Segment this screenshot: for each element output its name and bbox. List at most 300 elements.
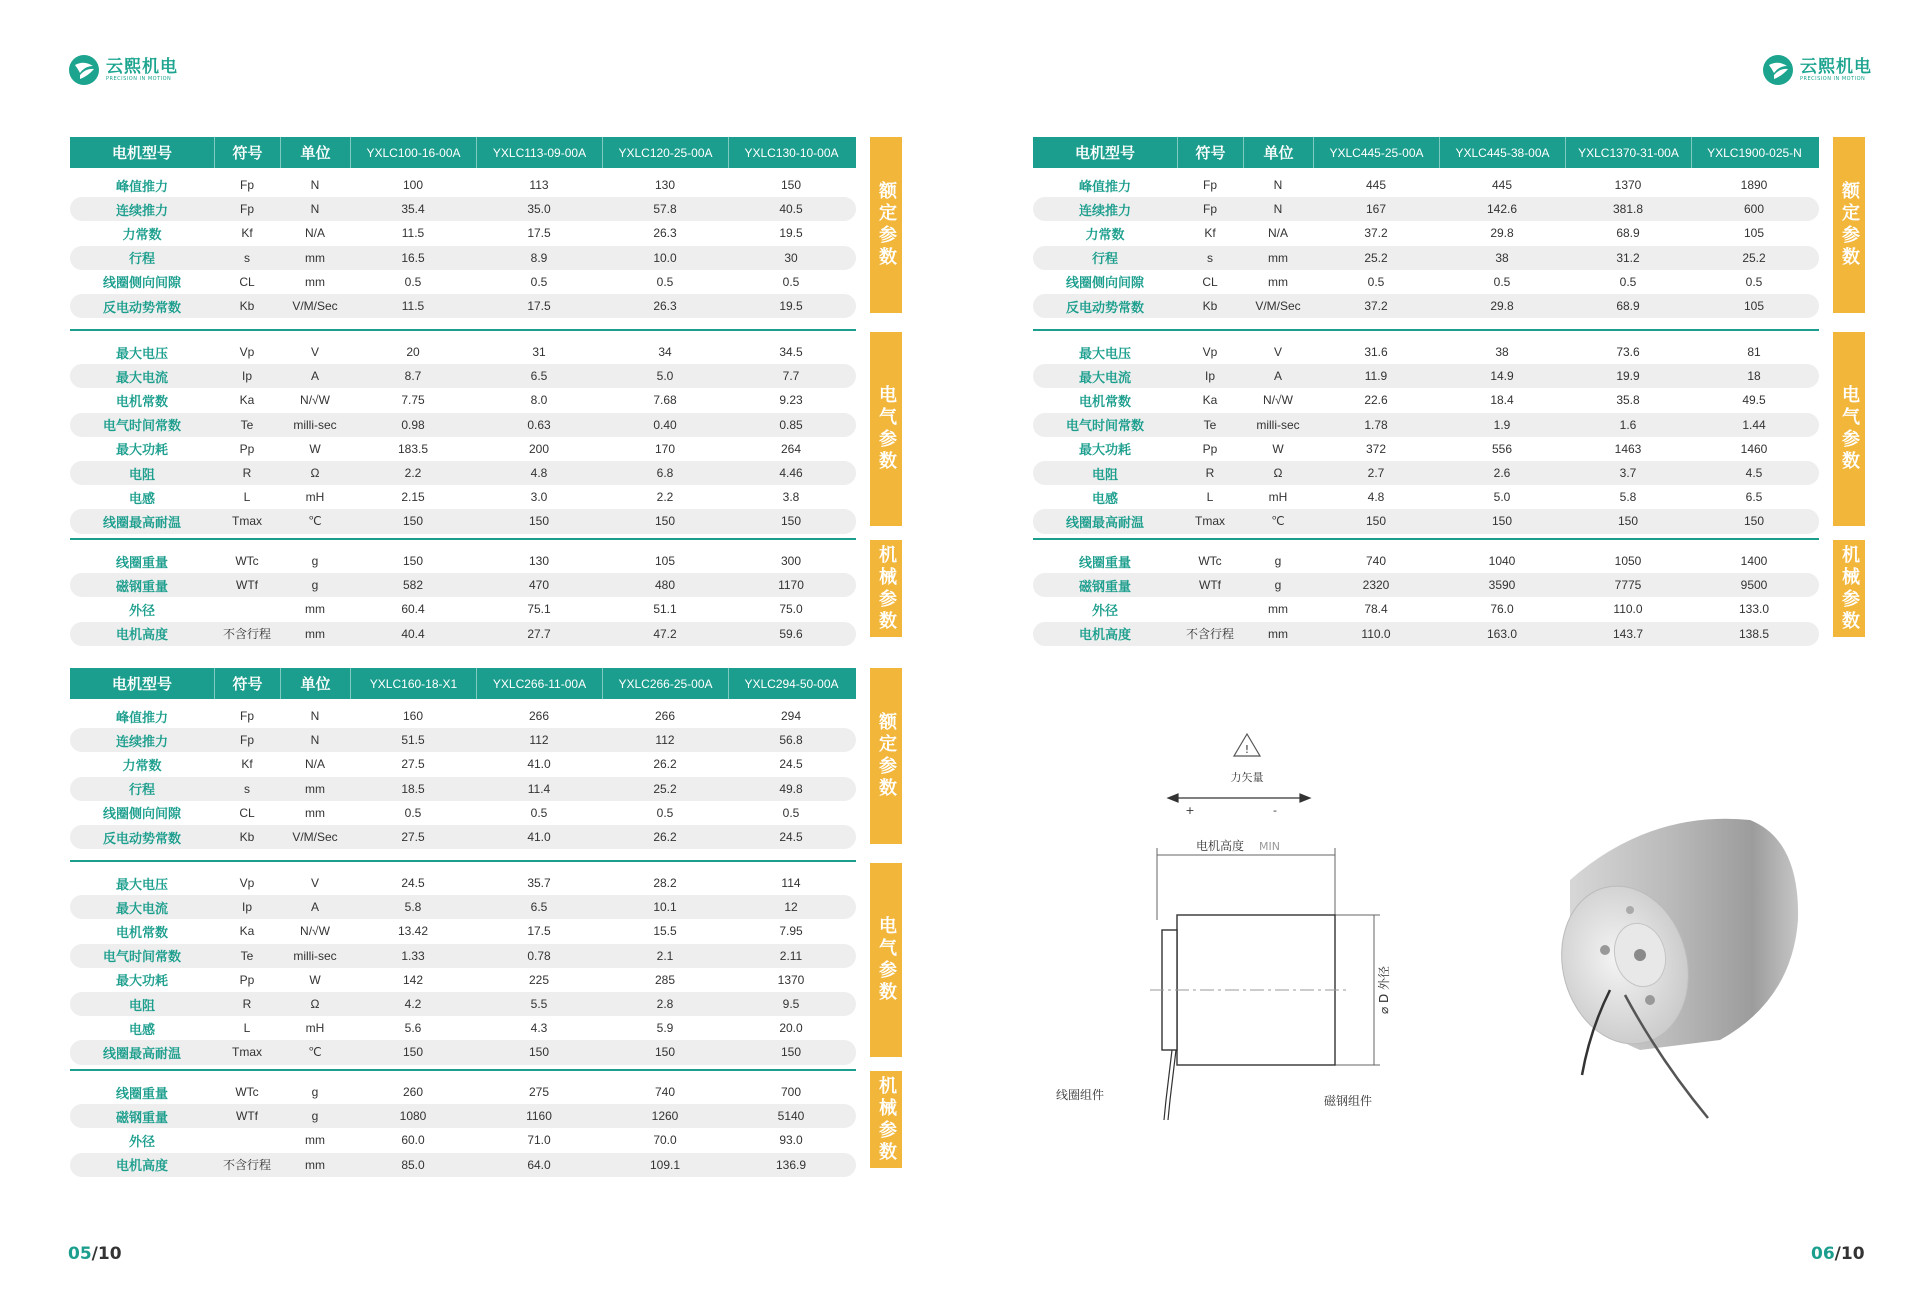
param-value: 3.0 bbox=[530, 490, 548, 505]
param-value: 0.78 bbox=[527, 948, 551, 963]
param-name: 电机常数 bbox=[115, 394, 168, 410]
param-value: 10.0 bbox=[653, 250, 677, 265]
param-value: 0.5 bbox=[1493, 274, 1511, 289]
param-symbol: Vp bbox=[239, 345, 255, 360]
param-name: 最大电压 bbox=[115, 346, 168, 362]
param-value: 150 bbox=[1491, 514, 1513, 529]
param-value: 41.0 bbox=[527, 830, 551, 845]
param-value: 11.5 bbox=[401, 299, 425, 314]
param-value: 71.0 bbox=[527, 1133, 551, 1148]
param-value: 56.8 bbox=[779, 733, 803, 748]
param-symbol: Ka bbox=[239, 393, 255, 408]
table-row bbox=[70, 437, 856, 461]
param-unit: mm bbox=[305, 250, 325, 265]
table-row bbox=[70, 1128, 856, 1152]
param-value: 93.0 bbox=[779, 1133, 803, 1148]
param-value: 150 bbox=[1617, 514, 1639, 529]
table-row bbox=[70, 992, 856, 1016]
table-row bbox=[70, 364, 856, 388]
param-name: 最大电压 bbox=[115, 877, 168, 893]
param-value: 40.4 bbox=[401, 626, 425, 641]
arrow-left-icon bbox=[1168, 794, 1178, 802]
table-row bbox=[70, 944, 856, 968]
param-value: 294 bbox=[780, 709, 802, 724]
param-symbol: L bbox=[243, 1021, 251, 1036]
height-label: 电机高度 bbox=[1196, 839, 1245, 853]
param-value: 1370 bbox=[777, 972, 805, 987]
param-value: 9500 bbox=[1740, 578, 1768, 593]
table-row bbox=[70, 871, 856, 895]
param-value: 1463 bbox=[1614, 441, 1642, 456]
param-value: 37.2 bbox=[1364, 226, 1388, 241]
param-symbol: Fp bbox=[239, 202, 254, 217]
table-row bbox=[1033, 461, 1819, 485]
table-row bbox=[1033, 173, 1819, 197]
section-tab-mechanical bbox=[870, 540, 902, 637]
param-unit: N/A bbox=[1267, 226, 1288, 241]
param-value: 1260 bbox=[651, 1109, 679, 1124]
param-unit: mm bbox=[305, 1133, 325, 1148]
header-model-name: YXLC1900-025-N bbox=[1691, 137, 1817, 168]
param-name: 电机常数 bbox=[1078, 394, 1131, 410]
param-unit: W bbox=[1272, 441, 1284, 456]
table-row bbox=[1033, 364, 1819, 388]
param-value: 68.9 bbox=[1616, 299, 1640, 314]
group-divider bbox=[70, 538, 856, 540]
param-symbol: Te bbox=[240, 417, 254, 432]
param-value: 49.8 bbox=[779, 781, 803, 796]
param-group bbox=[70, 340, 856, 534]
table-row bbox=[70, 485, 856, 509]
param-value: 38 bbox=[1495, 345, 1509, 360]
table-row bbox=[70, 1016, 856, 1040]
param-value: 138.5 bbox=[1738, 626, 1770, 641]
param-name: 行程 bbox=[1091, 252, 1118, 268]
height-min-label: MIN bbox=[1259, 840, 1280, 853]
param-symbol: R bbox=[242, 997, 252, 1012]
param-name: 峰值推力 bbox=[115, 179, 168, 195]
param-symbol: WTf bbox=[1199, 578, 1221, 593]
param-value: 110.0 bbox=[1613, 602, 1643, 617]
table-header bbox=[70, 668, 856, 699]
table-row bbox=[1033, 340, 1819, 364]
param-value: 105 bbox=[1743, 299, 1765, 314]
param-value: 19.5 bbox=[779, 299, 803, 314]
param-value: 445 bbox=[1491, 178, 1513, 193]
param-value: 150 bbox=[1743, 514, 1765, 529]
group-divider bbox=[1033, 538, 1819, 540]
table-row bbox=[1033, 509, 1819, 533]
param-name: 磁钢重量 bbox=[1078, 579, 1131, 595]
param-value: 10.1 bbox=[653, 900, 677, 915]
header-model-name: YXLC1370-31-00A bbox=[1565, 137, 1691, 168]
param-value: 5.8 bbox=[404, 900, 422, 915]
header-model-name: YXLC100-16-00A bbox=[350, 137, 476, 168]
param-value: 0.5 bbox=[404, 805, 422, 820]
param-value: 60.4 bbox=[401, 602, 425, 617]
header-model-name: YXLC266-25-00A bbox=[602, 668, 728, 699]
param-value: 740 bbox=[654, 1085, 676, 1100]
param-name: 电阻 bbox=[128, 998, 155, 1014]
param-name: 电气时间常数 bbox=[102, 950, 181, 966]
param-value: 75.1 bbox=[527, 602, 551, 617]
param-symbol: s bbox=[244, 250, 250, 265]
param-value: 1460 bbox=[1740, 441, 1768, 456]
param-name: 最大电压 bbox=[1078, 346, 1131, 362]
brand-name: 云熙机电 bbox=[1800, 56, 1872, 77]
param-symbol: Kb bbox=[239, 830, 255, 845]
param-symbol: L bbox=[1206, 490, 1214, 505]
brand-tagline: PRECISION IN MOTION bbox=[1800, 75, 1866, 82]
param-value: 6.8 bbox=[656, 466, 674, 481]
param-value: 2.15 bbox=[401, 490, 425, 505]
table-row bbox=[70, 340, 856, 364]
param-value: 740 bbox=[1365, 554, 1387, 569]
force-minus: - bbox=[1273, 804, 1277, 817]
param-name: 力常数 bbox=[1085, 227, 1125, 243]
param-symbol: 不含行程 bbox=[1185, 627, 1234, 642]
param-value: 150 bbox=[780, 178, 802, 193]
param-symbol: Ip bbox=[241, 900, 252, 915]
param-value: 34 bbox=[658, 345, 672, 360]
param-value: 700 bbox=[780, 1085, 802, 1100]
spec-table-1 bbox=[70, 137, 910, 644]
table-row bbox=[70, 704, 856, 728]
param-value: 14.9 bbox=[1490, 369, 1514, 384]
param-unit: V bbox=[1273, 345, 1282, 360]
param-unit: g bbox=[1274, 578, 1282, 593]
table-row bbox=[70, 1153, 856, 1177]
param-value: 6.5 bbox=[530, 369, 548, 384]
param-group bbox=[1033, 549, 1819, 646]
param-value: 20.0 bbox=[779, 1021, 803, 1036]
page-total: /10 bbox=[1834, 1244, 1865, 1264]
param-value: 17.5 bbox=[527, 226, 551, 241]
param-group bbox=[1033, 173, 1819, 318]
param-symbol: CL bbox=[239, 805, 255, 820]
param-value: 470 bbox=[528, 578, 550, 593]
param-unit: N bbox=[310, 178, 320, 193]
param-value: 38 bbox=[1495, 250, 1509, 265]
param-symbol: WTf bbox=[236, 578, 258, 593]
param-value: 34.5 bbox=[779, 345, 803, 360]
param-group bbox=[70, 1080, 856, 1177]
param-value: 300 bbox=[780, 554, 802, 569]
param-value: 31.6 bbox=[1364, 345, 1388, 360]
param-value: 75.0 bbox=[779, 602, 803, 617]
param-name: 线圈侧向间隙 bbox=[102, 276, 181, 292]
param-unit: g bbox=[1274, 554, 1282, 569]
param-value: 0.5 bbox=[782, 274, 800, 289]
param-value: 85.0 bbox=[401, 1157, 425, 1172]
param-value: 7.7 bbox=[782, 369, 800, 384]
table-row bbox=[1033, 221, 1819, 245]
param-unit: A bbox=[310, 900, 319, 915]
param-unit: Ω bbox=[310, 997, 320, 1012]
table-row bbox=[1033, 549, 1819, 573]
param-symbol: Pp bbox=[239, 972, 255, 987]
section-tab-electrical bbox=[870, 863, 902, 1057]
header-unit: 单位 bbox=[1243, 137, 1313, 168]
param-name: 线圈重量 bbox=[115, 1086, 168, 1102]
table-row bbox=[70, 549, 856, 573]
param-value: 5.0 bbox=[1493, 490, 1511, 505]
param-value: 1890 bbox=[1740, 178, 1768, 193]
param-value: 0.5 bbox=[656, 805, 674, 820]
param-value: 1.33 bbox=[401, 948, 425, 963]
param-symbol: s bbox=[1207, 250, 1213, 265]
param-value: 78.4 bbox=[1364, 602, 1388, 617]
param-unit: A bbox=[310, 369, 319, 384]
header-model-name: YXLC113-09-00A bbox=[476, 137, 602, 168]
param-value: 68.9 bbox=[1616, 226, 1640, 241]
param-value: 31.2 bbox=[1616, 250, 1640, 265]
table-row bbox=[70, 597, 856, 621]
section-tab-rated bbox=[870, 137, 902, 313]
section-label: 机械参数 bbox=[1839, 544, 1860, 633]
table-row bbox=[70, 270, 856, 294]
header-model-name: YXLC266-11-00A bbox=[476, 668, 602, 699]
param-value: 0.5 bbox=[656, 274, 674, 289]
table-header bbox=[70, 137, 856, 168]
param-value: 2.8 bbox=[656, 997, 674, 1012]
param-unit: g bbox=[311, 1109, 319, 1124]
param-value: 285 bbox=[654, 972, 676, 987]
table-row bbox=[70, 895, 856, 919]
param-value: 136.9 bbox=[775, 1157, 807, 1172]
param-value: 1.78 bbox=[1364, 417, 1388, 432]
param-value: 5140 bbox=[777, 1109, 805, 1124]
table-row bbox=[70, 197, 856, 221]
table-row bbox=[70, 294, 856, 318]
param-name: 线圈重量 bbox=[115, 555, 168, 571]
param-value: 0.40 bbox=[653, 417, 677, 432]
param-unit: mH bbox=[305, 490, 325, 505]
param-symbol: Kf bbox=[241, 757, 253, 772]
brand-mark-icon bbox=[1762, 54, 1794, 86]
param-value: 73.6 bbox=[1616, 345, 1640, 360]
param-value: 35.4 bbox=[401, 202, 425, 217]
param-value: 2320 bbox=[1362, 578, 1390, 593]
param-value: 600 bbox=[1743, 202, 1765, 217]
param-value: 142 bbox=[402, 972, 424, 987]
table-row bbox=[70, 622, 856, 646]
param-value: 25.2 bbox=[1364, 250, 1388, 265]
param-value: 25.2 bbox=[1742, 250, 1766, 265]
param-symbol: R bbox=[242, 466, 252, 481]
param-symbol: Tmax bbox=[1195, 514, 1225, 529]
table-row bbox=[70, 1080, 856, 1104]
param-value: 26.2 bbox=[653, 830, 677, 845]
param-value: 4.8 bbox=[530, 466, 548, 481]
param-value: 40.5 bbox=[779, 202, 803, 217]
param-unit: mm bbox=[1268, 626, 1288, 641]
param-symbol: Tmax bbox=[232, 1045, 262, 1060]
param-symbol: Ip bbox=[241, 369, 252, 384]
param-value: 59.6 bbox=[779, 626, 803, 641]
param-unit: mm bbox=[305, 274, 325, 289]
param-unit: g bbox=[311, 1085, 319, 1100]
param-value: 1170 bbox=[778, 578, 804, 593]
param-value: 582 bbox=[402, 578, 424, 593]
header-symbol: 符号 bbox=[214, 137, 280, 168]
param-value: 1040 bbox=[1488, 554, 1516, 569]
param-name: 行程 bbox=[128, 252, 155, 268]
param-group bbox=[70, 871, 856, 1065]
param-name: 电机高度 bbox=[115, 1159, 168, 1175]
param-value: 150 bbox=[528, 514, 550, 529]
brand-name: 云熙机电 bbox=[106, 56, 178, 77]
param-value: 7.95 bbox=[779, 924, 803, 939]
param-value: 109.1 bbox=[649, 1157, 681, 1172]
param-value: 266 bbox=[528, 709, 550, 724]
param-value: 150 bbox=[654, 514, 676, 529]
param-value: 163.0 bbox=[1486, 626, 1518, 641]
magnet-assembly-label: 磁钢组件 bbox=[1324, 1094, 1373, 1108]
param-value: 381.8 bbox=[1612, 202, 1644, 217]
header-model-name: YXLC445-38-00A bbox=[1439, 137, 1565, 168]
header-model-name: YXLC130-10-00A bbox=[728, 137, 854, 168]
param-value: 51.5 bbox=[401, 733, 425, 748]
param-value: 150 bbox=[780, 1045, 802, 1060]
param-unit: mm bbox=[305, 781, 325, 796]
param-name: 外径 bbox=[128, 603, 155, 619]
param-unit: Ω bbox=[310, 466, 320, 481]
param-unit: N bbox=[1273, 202, 1283, 217]
param-value: 41.0 bbox=[527, 757, 551, 772]
param-unit: V/M/Sec bbox=[292, 299, 338, 314]
param-name: 最大功耗 bbox=[1078, 443, 1131, 459]
group-divider bbox=[1033, 329, 1819, 331]
force-vector-label: 力矢量 bbox=[1230, 771, 1264, 784]
param-symbol: Tmax bbox=[232, 514, 262, 529]
header-model: 电机型号 bbox=[111, 675, 172, 693]
param-value: 31 bbox=[532, 345, 546, 360]
param-symbol: Fp bbox=[239, 178, 254, 193]
param-value: 150 bbox=[780, 514, 802, 529]
section-label: 额定参数 bbox=[1839, 181, 1860, 269]
section-label: 额定参数 bbox=[876, 181, 897, 269]
param-value: 7775 bbox=[1614, 578, 1642, 593]
param-unit: V/M/Sec bbox=[292, 830, 338, 845]
param-value: 0.98 bbox=[401, 417, 425, 432]
param-name: 峰值推力 bbox=[115, 710, 168, 726]
param-unit: mm bbox=[305, 626, 325, 641]
param-value: 160 bbox=[402, 709, 424, 724]
param-value: 29.8 bbox=[1490, 299, 1514, 314]
param-name: 最大功耗 bbox=[115, 974, 168, 990]
param-value: 18.4 bbox=[1490, 393, 1514, 408]
param-value: 0.5 bbox=[1619, 274, 1637, 289]
param-name: 力常数 bbox=[122, 227, 162, 243]
param-value: 110.0 bbox=[1361, 626, 1391, 641]
section-tab-rated bbox=[1833, 137, 1865, 313]
table-row bbox=[70, 573, 856, 597]
diameter-label: ⌀ D 外径 bbox=[1377, 965, 1391, 1015]
param-value: 57.8 bbox=[653, 202, 677, 217]
param-value: 0.5 bbox=[1745, 274, 1763, 289]
section-tab-electrical bbox=[1833, 332, 1865, 526]
param-name: 外径 bbox=[1091, 603, 1118, 619]
param-value: 12 bbox=[784, 900, 798, 915]
table-row bbox=[1033, 573, 1819, 597]
param-name: 连续推力 bbox=[115, 734, 168, 750]
section-tab-mechanical bbox=[1833, 540, 1865, 637]
param-value: 150 bbox=[402, 554, 424, 569]
brand-mark-icon bbox=[68, 54, 100, 86]
param-unit: N/√W bbox=[1263, 393, 1293, 408]
param-value: 200 bbox=[528, 441, 550, 456]
param-name: 反电动势常数 bbox=[102, 831, 181, 847]
param-unit: mH bbox=[1268, 490, 1288, 505]
param-symbol: Pp bbox=[239, 441, 255, 456]
param-name: 电感 bbox=[128, 491, 155, 507]
table-row bbox=[70, 752, 856, 776]
param-name: 磁钢重量 bbox=[115, 579, 168, 595]
motor-dimension-drawing bbox=[1040, 720, 1440, 1140]
param-value: 11.9 bbox=[1364, 369, 1388, 384]
param-unit: N bbox=[310, 733, 320, 748]
param-name: 电感 bbox=[128, 1022, 155, 1038]
param-name: 电阻 bbox=[128, 467, 155, 483]
param-name: 线圈重量 bbox=[1078, 555, 1131, 571]
page-total: /10 bbox=[91, 1244, 122, 1264]
table-row bbox=[70, 221, 856, 245]
page-current: 06 bbox=[1811, 1244, 1835, 1264]
param-value: 266 bbox=[654, 709, 676, 724]
param-value: 18 bbox=[1747, 369, 1761, 384]
param-value: 1080 bbox=[399, 1109, 427, 1124]
param-value: 4.3 bbox=[530, 1021, 548, 1036]
param-unit: ℃ bbox=[308, 514, 322, 529]
param-value: 5.6 bbox=[404, 1021, 422, 1036]
brand-logo-left bbox=[68, 53, 178, 87]
param-symbol: Fp bbox=[1202, 202, 1217, 217]
param-unit: N bbox=[1273, 178, 1283, 193]
param-value: 183.5 bbox=[397, 441, 429, 456]
param-symbol: Kf bbox=[1204, 226, 1216, 241]
table-row bbox=[1033, 197, 1819, 221]
param-value: 2.2 bbox=[656, 490, 674, 505]
table-row bbox=[70, 919, 856, 943]
param-value: 51.1 bbox=[653, 602, 677, 617]
param-name: 电机高度 bbox=[115, 628, 168, 644]
param-value: 0.5 bbox=[530, 805, 548, 820]
param-symbol: WTf bbox=[236, 1109, 258, 1124]
page-number-left bbox=[68, 1244, 122, 1264]
param-value: 0.5 bbox=[1367, 274, 1385, 289]
param-unit: milli-sec bbox=[293, 417, 337, 432]
param-value: 5.5 bbox=[530, 997, 548, 1012]
param-value: 112 bbox=[529, 733, 549, 748]
param-unit: V/M/Sec bbox=[1255, 299, 1301, 314]
param-name: 线圈最高耐温 bbox=[1065, 515, 1144, 531]
table-row bbox=[1033, 246, 1819, 270]
param-symbol bbox=[214, 597, 280, 621]
param-value: 20 bbox=[406, 345, 420, 360]
group-divider bbox=[70, 1069, 856, 1071]
table-row bbox=[70, 461, 856, 485]
param-value: 11.4 bbox=[527, 781, 551, 796]
table-row bbox=[70, 509, 856, 533]
param-value: 70.0 bbox=[653, 1133, 677, 1148]
param-value: 25.2 bbox=[653, 781, 677, 796]
param-value: 105 bbox=[654, 554, 676, 569]
param-symbol: Kf bbox=[241, 226, 253, 241]
param-symbol: 不含行程 bbox=[222, 1158, 271, 1173]
param-value: 28.2 bbox=[653, 876, 677, 891]
param-value: 76.0 bbox=[1490, 602, 1514, 617]
